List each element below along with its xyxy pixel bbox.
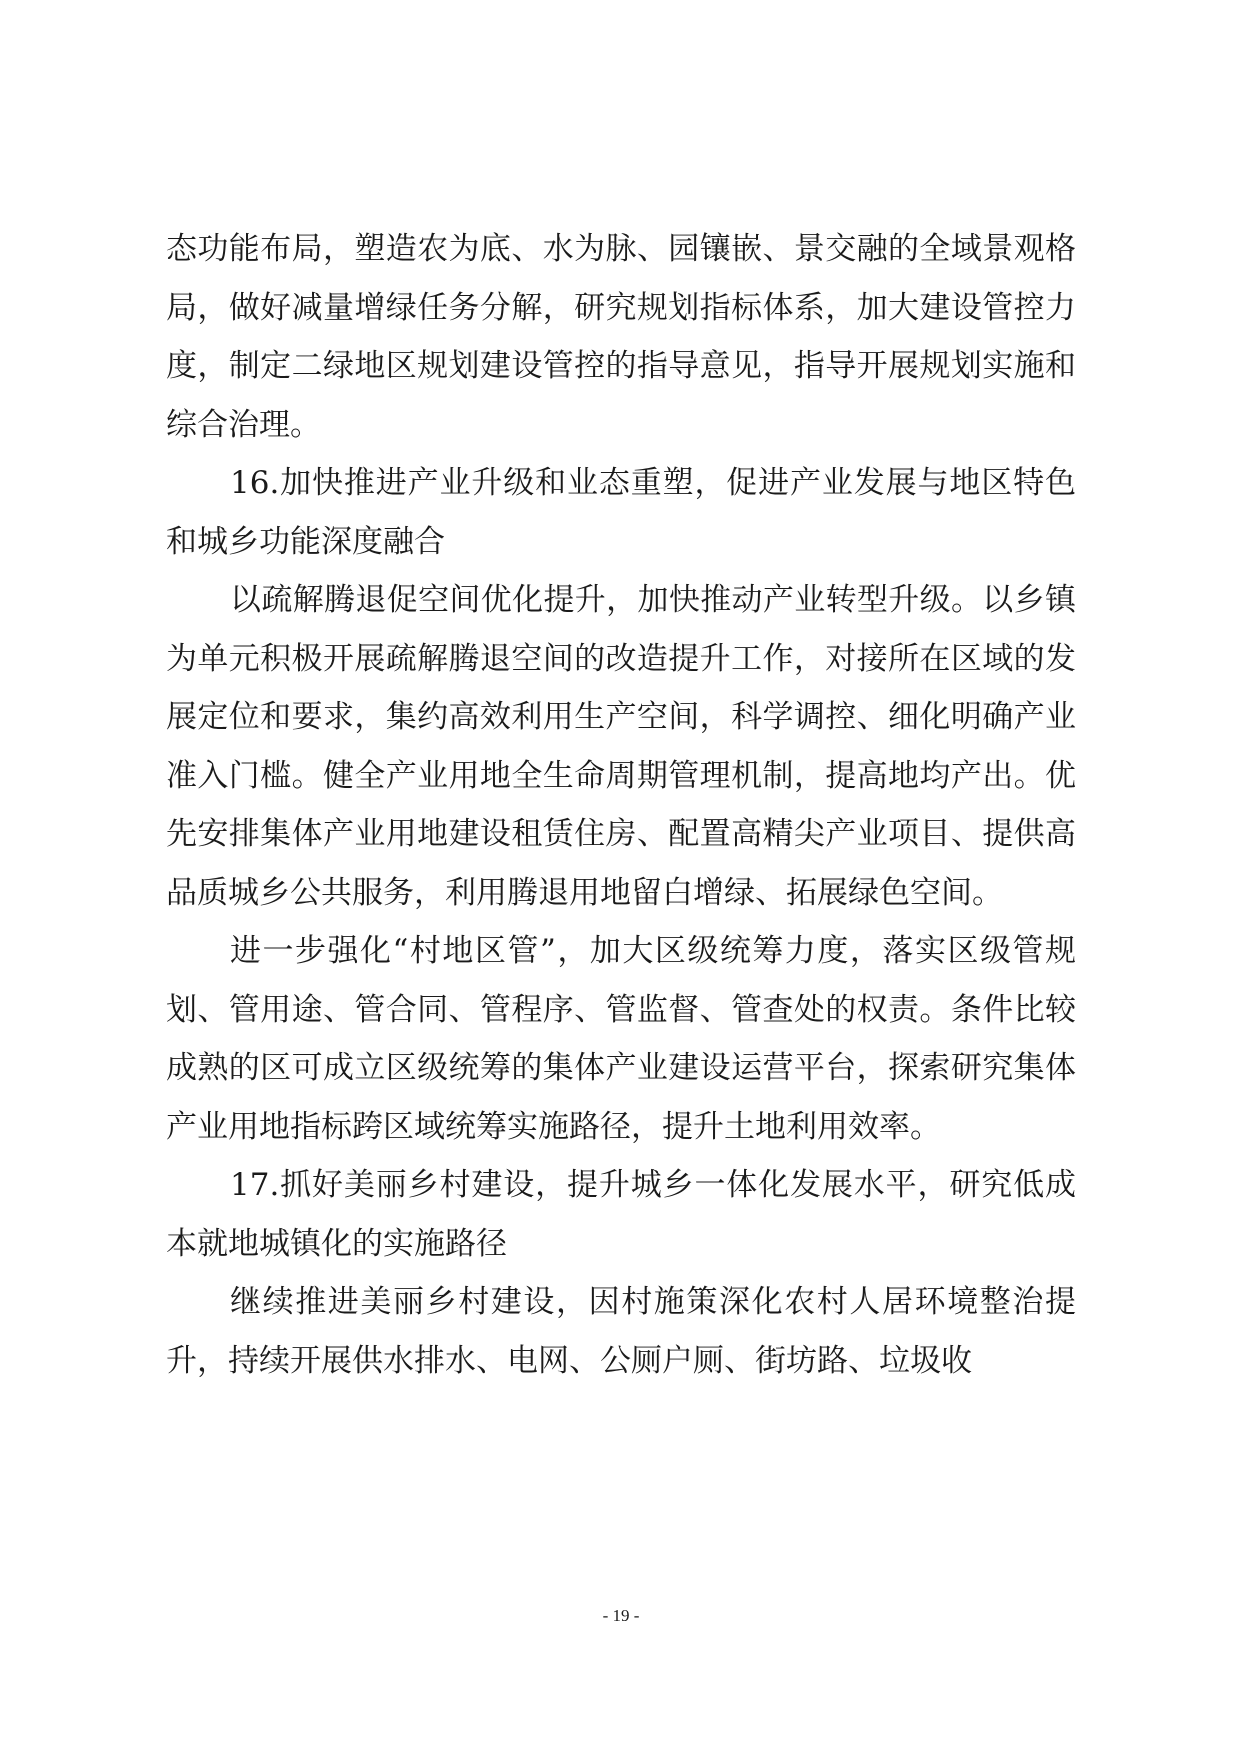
document-body	[166, 220, 1076, 1390]
section-heading-16: 16.加快推进产业升级和业态重塑，促进产业发展与地区特色和城乡功能深度融合	[166, 465, 1076, 560]
paragraph-beautiful-village: 继续推进美丽乡村建设，因村施策深化农村人居环境整治提升，持续开展供水排水、电网、公厕户厕、街坊路、垃圾收	[166, 1284, 1076, 1379]
paragraph-village-land-management: 进一步强化“村地区管”，加大区级统筹力度，落实区级管规划、管用途、管合同、管程序、管监督、管查处的权责。条件比较成熟的区可成立区级统筹的集体产业建设运营平台，探索研究集体产业用地指标跨区域统筹实施路径，提升土地利用效率。	[166, 933, 1076, 1145]
page-number: - 19 -	[602, 1606, 640, 1625]
section-heading-17: 17.抓好美丽乡村建设，提升城乡一体化发展水平，研究低成本就地城镇化的实施路径	[166, 1167, 1076, 1262]
paragraph-continuation: 态功能布局，塑造农为底、水为脉、园镶嵌、景交融的全域景观格局，做好减量增绿任务分解，研究规划指标体系，加大建设管控力度，制定二绿地区规划建设管控的指导意见，指导开展规划实施和综合治理。	[166, 231, 1076, 443]
paragraph-industry-upgrade: 以疏解腾退促空间优化提升，加快推动产业转型升级。以乡镇为单元积极开展疏解腾退空间的改造提升工作，对接所在区域的发展定位和要求，集约高效利用生产空间，科学调控、细化明确产业准入门槛。健全产业用地全生命周期管理机制，提高地均产出。优先安排集体产业用地建设租赁住房、配置高精尖产业项目、提供高品质城乡公共服务，利用腾退用地留白增绿、拓展绿色空间。	[166, 582, 1076, 911]
